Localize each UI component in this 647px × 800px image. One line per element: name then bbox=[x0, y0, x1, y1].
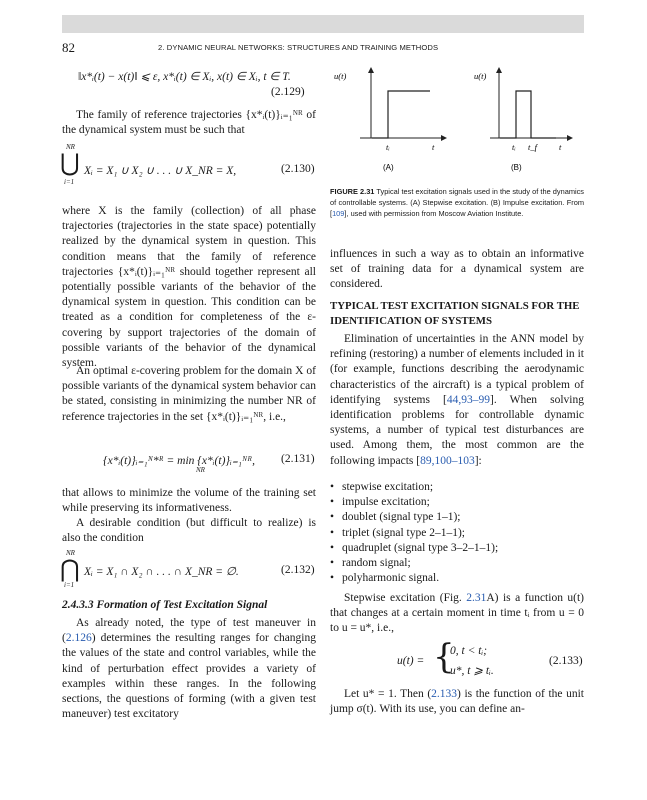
equation-ref-link[interactable]: 2.126 bbox=[65, 632, 92, 645]
equation-number-2-132: (2.132) bbox=[281, 564, 315, 576]
caption-text: ], used with permission from Moscow Aviation Institute. bbox=[344, 209, 524, 219]
text-part: ) is the function of the unit jump σ(t). With its use, you can define an- bbox=[330, 688, 584, 716]
paragraph-phase-trajectories bbox=[62, 204, 316, 371]
intersection-lower-limit: i=1 bbox=[64, 581, 75, 589]
panel-a-t-label: t bbox=[432, 142, 435, 152]
paragraph-training-volume bbox=[62, 486, 316, 516]
text-part: A) is a function u(t) that changes at a certain moment in time tᵢ from u = 0 to u = u*, i.e., bbox=[330, 592, 584, 635]
text-part: Elimination of uncertainties in the ANN model by refining (restoring) a number of elements included in it (for example, functions describing the aerodynamic characteristics of the aircraft) is a typical problem of identifying systems [ bbox=[330, 333, 584, 406]
list-item: • random signal; bbox=[330, 556, 498, 571]
list-item: • triplet (signal type 2–1–1); bbox=[330, 526, 498, 541]
figure-ref-link[interactable]: 2.31 bbox=[466, 592, 487, 604]
intersection-upper-limit: NR bbox=[66, 549, 75, 557]
panel-a-y-label: u(t) bbox=[334, 71, 347, 81]
list-item: • doublet (signal type 1–1); bbox=[330, 510, 498, 525]
page-number: 82 bbox=[62, 40, 75, 55]
panel-a-step-plot bbox=[334, 70, 444, 172]
panel-b-t-label: t bbox=[559, 142, 562, 152]
paragraph-text: that allows to minimize the volume of the training set while preserving its informativeness. bbox=[62, 487, 316, 515]
paragraph-unit-jump bbox=[330, 687, 584, 717]
text-part: Stepwise excitation (Fig. bbox=[344, 592, 467, 604]
intersection-symbol: ⋂ bbox=[60, 555, 80, 583]
panel-b-label: (B) bbox=[511, 163, 522, 172]
equation-2-131: {x*ᵢ(t)}ᵢ₌₁ᴺ*ᴿ = min {x*ᵢ(t)}ᵢ₌₁ᴺᴿ, bbox=[103, 455, 256, 467]
panel-b-y-label: u(t) bbox=[474, 71, 487, 81]
equation-2-129: ‖x*ᵢ(t) − x(t)‖ ⩽ ε, x*ᵢ(t) ∈ Xᵢ, x(t) ∈ Xᵢ, t ∈ T. bbox=[78, 71, 291, 83]
equation-number-2-130: (2.130) bbox=[281, 163, 315, 175]
text-part: ]. When solving identification problems for controllable dynamic systems, a number of typical test disturbances are used. Among them, the most common are the following impacts [ bbox=[330, 393, 585, 467]
paragraph-reference-family bbox=[62, 108, 316, 138]
list-item: • polyharmonic signal. bbox=[330, 571, 498, 586]
text-part: ]: bbox=[474, 454, 482, 467]
header-bar bbox=[62, 15, 584, 33]
paragraph-text: influences in such a way as to obtain an informative set of training data for a dynamical system are considered. bbox=[330, 248, 584, 291]
list-item: • impulse excitation; bbox=[330, 495, 498, 510]
panel-b-impulse-plot bbox=[474, 70, 570, 172]
subsection-heading: 2.4.3.3 Formation of Test Excitation Signal bbox=[62, 599, 268, 611]
paragraph-optimal-covering bbox=[62, 364, 316, 425]
min-subscript: NR bbox=[196, 466, 205, 474]
equation-2-133-case-1: 0, t < tᵢ; bbox=[450, 645, 488, 657]
union-upper-limit: NR bbox=[66, 143, 75, 151]
text-part: Let u* = 1. Then ( bbox=[344, 688, 432, 700]
paragraph-text: An optimal ε-covering problem for the domain X of possible variants of the dynamical system behavior can be stated, consisting in minimizing the number NR of reference trajectories in the set {x*ᵢ(t)}ᵢ₌₁ᴺᴿ, i.e., bbox=[62, 365, 316, 423]
list-item: • quadruplet (signal type 3–2–1–1); bbox=[330, 541, 498, 556]
panel-b-ti-label: tᵢ bbox=[512, 142, 516, 152]
equation-number-2-129: (2.129) bbox=[271, 86, 305, 98]
equation-2-130: Xᵢ = X₁ ∪ X₂ ∪ . . . ∪ X_NR = X, bbox=[84, 165, 237, 177]
citation-link[interactable]: 89,100–103 bbox=[420, 454, 475, 467]
list-item: • stepwise excitation; bbox=[330, 480, 498, 495]
section-heading: TYPICAL TEST EXCITATION SIGNALS FOR THE IDENTIFICATION OF SYSTEMS bbox=[330, 300, 580, 327]
citation-link[interactable]: 44,93–99 bbox=[446, 393, 491, 406]
paragraph-text: The family of reference trajectories {x*ᵢ(t)}ᵢ₌₁ᴺᴿ of the dynamical system must be such that bbox=[62, 109, 316, 137]
paragraph-desirable-condition bbox=[62, 516, 316, 546]
panel-a-label: (A) bbox=[383, 163, 394, 172]
union-lower-limit: i=1 bbox=[64, 178, 75, 186]
paragraph-test-maneuver bbox=[62, 616, 316, 722]
citation-link[interactable]: 109 bbox=[332, 209, 345, 219]
cases-brace: { bbox=[433, 637, 455, 677]
paragraph-continued bbox=[330, 247, 584, 293]
caption-text: Typical test excitation signals used in the study of the dynamics of controllable systems. (A) Stepwise excitation. (B) Impulse excitation. From [ bbox=[330, 187, 585, 219]
panel-a-ti-label: tᵢ bbox=[386, 142, 390, 152]
paragraph-stepwise-excitation bbox=[330, 591, 584, 637]
running-title: 2. DYNAMIC NEURAL NETWORKS: STRUCTURES AND TRAINING METHODS bbox=[158, 43, 439, 52]
caption-label: FIGURE 2.31 bbox=[330, 187, 375, 196]
equation-number-2-131: (2.131) bbox=[281, 453, 315, 465]
impulse-signal-curve bbox=[500, 91, 556, 138]
text-part: As already noted, the type of test maneuver in ( bbox=[62, 617, 316, 645]
equation-2-132: Xᵢ = X₁ ∩ X₂ ∩ . . . ∩ X_NR = ∅. bbox=[84, 566, 239, 578]
equation-2-133-lhs: u(t) = bbox=[397, 655, 425, 667]
figure-2-31 bbox=[330, 64, 586, 180]
text-part: ) determines the resulting ranges for changing the values of the state and control variables, while the kind of perturbation effect provides a variety of examples within these ranges. In the following sections, the questions of forming (with a given test maneuver) test excitatory bbox=[62, 632, 316, 721]
figure-caption bbox=[330, 186, 584, 220]
equation-ref-link[interactable]: 2.133 bbox=[431, 688, 458, 700]
paragraph-text: A desirable condition (but difficult to realize) is also the condition bbox=[62, 517, 316, 545]
step-signal-curve bbox=[372, 91, 430, 138]
excitation-signal-list bbox=[330, 480, 498, 586]
panel-b-tf-label: t_f bbox=[528, 142, 537, 152]
paragraph-elimination-uncertainties bbox=[330, 332, 584, 469]
equation-number-2-133: (2.133) bbox=[549, 655, 583, 667]
paragraph-text: where X is the family (collection) of all phase trajectories (trajectories in the state space) potentially realized by the dynamical system in question. This condition means that the family of reference trajectories {x*ᵢ(t)}ᵢ₌₁ᴺᴿ should together represent all potentially possible variants of the behavior of the dynamical system in question. This condition can be treated as a condition for completeness of the ε-covering by support trajectories of the domain of possible variants of the behavior of the dynamical system. bbox=[62, 205, 316, 370]
equation-2-133-case-2: u*, t ⩾ tᵢ. bbox=[450, 665, 494, 677]
union-symbol: ⋃ bbox=[60, 149, 80, 177]
